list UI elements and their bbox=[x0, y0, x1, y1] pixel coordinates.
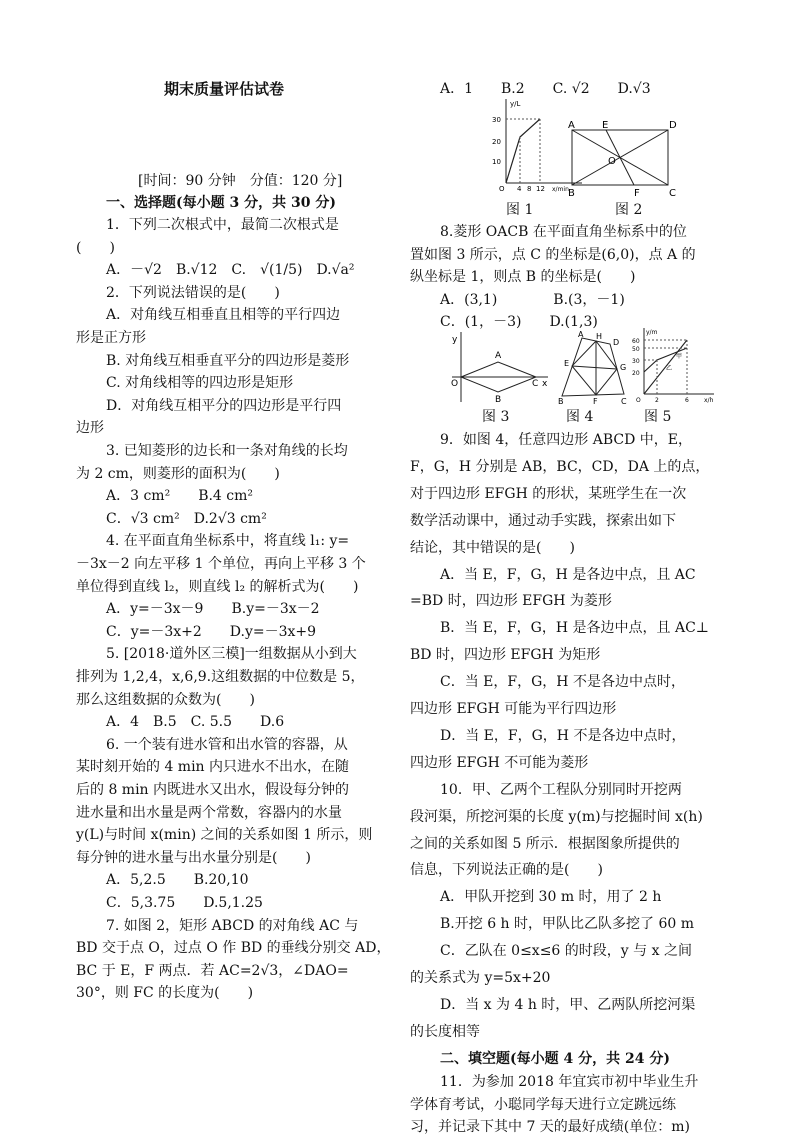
fig3-label: O bbox=[451, 379, 459, 389]
fig5-xtick: 2 bbox=[655, 397, 659, 404]
text-line: 5. [2018·道外区三模]一组数据从小到大 bbox=[106, 646, 357, 663]
fig4-label: A bbox=[578, 330, 584, 339]
text-line: B.开挖 6 h 时，甲队比乙队多挖了 60 m bbox=[440, 916, 695, 933]
text-line: 为 2 cm，则菱形的面积为( ) bbox=[76, 465, 280, 482]
fig3-label: x bbox=[542, 379, 548, 389]
caption-fig1: 图 1 bbox=[506, 202, 534, 218]
text-line: 边形 bbox=[76, 420, 104, 437]
text-line: 7. 如图 2，矩形 ABCD 的对角线 AC 与 bbox=[106, 917, 359, 934]
text-line: 1．下列二次根式中，最简二次根式是 bbox=[106, 217, 339, 233]
fig2-label: O bbox=[608, 156, 616, 167]
text-line: 对于四边形 EFGH 的形状，某班学生在一次 bbox=[410, 485, 687, 502]
fig1-xtick: 8 bbox=[527, 185, 532, 193]
text-line: 3. 已知菱形的边长和一条对角线的长均 bbox=[106, 443, 348, 459]
fig2-label: E bbox=[602, 120, 609, 131]
text-line: C．5,3.75 D.5,1.25 bbox=[106, 895, 263, 911]
fig4-label: G bbox=[620, 363, 627, 372]
text-line: A．甲队开挖到 30 m 时，用了 2 h bbox=[440, 889, 662, 906]
fig4-label: F bbox=[593, 397, 598, 404]
text-line: A．－√2 B.√12 C. √(1/5) D.√a² bbox=[106, 262, 355, 279]
text-line: 的关系式为 y=5x+20 bbox=[410, 970, 551, 986]
text-line: 习，并记录下其中 7 天的最好成绩(单位：m) bbox=[410, 1119, 691, 1136]
fig2-label: A bbox=[568, 120, 575, 131]
text-line: D．当 E，F，G，H 不是各边中点时， bbox=[440, 727, 686, 744]
caption-fig2: 图 2 bbox=[615, 202, 643, 218]
text-line: A．y=－3x－9 B.y=－3x－2 bbox=[106, 601, 320, 618]
text-line: 进水量和出水量是两个常数，容器内的水量 bbox=[76, 804, 342, 821]
text-line: ( ) bbox=[76, 239, 115, 256]
fig3-label: B bbox=[495, 395, 502, 404]
text-line: 那么这组数据的众数为( ) bbox=[76, 691, 255, 708]
text-line: BD 交于点 O，过点 O 作 BD 的垂线分别交 AD， bbox=[76, 940, 391, 957]
text-line: 30°，则 FC 的长度为( ) bbox=[76, 985, 254, 1002]
text-line: C. 对角线相等的四边形是矩形 bbox=[106, 375, 294, 392]
page-title: 期末质量评估试卷 bbox=[164, 80, 285, 98]
text-line: F，G，H 分别是 AB，BC，CD，DA 上的点， bbox=[410, 458, 710, 475]
fig3-label: y bbox=[452, 335, 458, 345]
text-line: C．当 E，F，G，H 不是各边中点时， bbox=[440, 674, 685, 691]
fig3-label: C bbox=[532, 379, 539, 389]
text-line: 11．为参加 2018 年宜宾市初中毕业生升 bbox=[440, 1074, 699, 1090]
caption-fig4: 图 4 bbox=[566, 409, 594, 425]
caption-fig5: 图 5 bbox=[644, 409, 672, 425]
fig1-ytick: 20 bbox=[492, 138, 501, 146]
text-line: A．3 cm² B.4 cm² bbox=[106, 488, 254, 505]
text-line: 单位得到直线 l₂，则直线 l₂ 的解析式为( ) bbox=[76, 578, 359, 595]
fig5-ytick: 30 bbox=[632, 358, 640, 365]
fig1-xlabel: x/min bbox=[552, 186, 569, 193]
fig5-ytick: 60 bbox=[632, 338, 640, 345]
text-line: 10．甲、乙两个工程队分别同时开挖两 bbox=[440, 781, 682, 798]
fig1-ytick: 30 bbox=[492, 116, 501, 124]
text-line: 每分钟的进水量与出水量分别是( ) bbox=[76, 849, 311, 866]
text-line: 纵坐标是 1，则点 B 的坐标是( ) bbox=[410, 269, 636, 286]
text-line: A．4 B.5 C. 5.5 D.6 bbox=[106, 714, 285, 731]
fig4-label: H bbox=[596, 332, 603, 341]
figure-5-graph bbox=[632, 326, 718, 404]
fig5-ytick: 20 bbox=[632, 370, 640, 377]
fig5-ylabel: y/m bbox=[646, 329, 658, 336]
text-line: 后的 8 min 内既进水又出水，假设每分钟的 bbox=[76, 782, 350, 798]
section-2-heading: 二、填空题(每小题 4 分，共 24 分) bbox=[440, 1051, 670, 1067]
figure-3-rhombus bbox=[448, 330, 550, 404]
text-line: 之间的关系如图 5 所示．根据图象所提供的 bbox=[410, 835, 680, 852]
fig1-ylabel: y/L bbox=[510, 100, 521, 108]
text-line: BD 时，四边形 EFGH 为矩形 bbox=[410, 647, 601, 664]
text-line: 的长度相等 bbox=[410, 1023, 480, 1040]
text-line: －3x－2 向左平移 1 个单位，再向上平移 3 个 bbox=[76, 556, 366, 572]
text-line: 置如图 3 所示，点 C 的坐标是(6,0)，点 A 的 bbox=[410, 246, 696, 263]
fig2-label: B bbox=[568, 188, 575, 198]
text-line: B．当 E，F，G，H 是各边中点，且 AC⊥ bbox=[440, 620, 709, 637]
text-line: 四边形 EFGH 不可能为菱形 bbox=[410, 754, 589, 771]
fig5-ytick: 50 bbox=[632, 346, 640, 353]
figure-4-quadrilateral bbox=[558, 328, 628, 404]
exam-meta: [时间：90 分钟 分值：120 分] bbox=[138, 173, 343, 189]
fig1-xtick: O bbox=[499, 185, 505, 193]
text-line: 信息，下列说法正确的是( ) bbox=[410, 862, 603, 879]
text-line: 结论，其中错误的是( ) bbox=[410, 539, 575, 556]
text-line: 8.菱形 OACB 在平面直角坐标系中的位 bbox=[440, 224, 687, 240]
text-line: A．(3,1) B.(3，－1) bbox=[440, 291, 625, 308]
caption-fig3: 图 3 bbox=[482, 409, 510, 425]
fig1-ytick: 10 bbox=[492, 158, 501, 166]
text-line: 2．下列说法错误的是( ) bbox=[106, 284, 280, 301]
fig5-xlabel: x/h bbox=[704, 397, 714, 404]
section-1-heading: 一、选择题(每小题 3 分，共 30 分) bbox=[106, 195, 336, 211]
text-line: 四边形 EFGH 可能为平行四边形 bbox=[410, 701, 617, 717]
fig5-series-label: 乙 bbox=[666, 365, 673, 372]
text-line: 某时刻开始的 4 min 内只进水不出水，在随 bbox=[76, 759, 350, 776]
text-line: 6. 一个装有进水管和出水管的容器，从 bbox=[106, 736, 348, 753]
fig4-label: B bbox=[558, 397, 564, 404]
figure-2-rectangle bbox=[568, 120, 680, 198]
text-line: 4. 在平面直角坐标系中，将直线 l₁: y= bbox=[106, 533, 350, 550]
text-line: B. 对角线互相垂直平分的四边形是菱形 bbox=[106, 352, 350, 369]
text-line: C．乙队在 0≤x≤6 的时段，y 与 x 之间 bbox=[440, 943, 692, 960]
text-line: C．(1，－3) D.(1,3) bbox=[440, 314, 598, 331]
fig4-label: D bbox=[613, 338, 620, 347]
text-line: A．5,2.5 B.20,10 bbox=[106, 872, 249, 889]
q7-options: A．1 B.2 C. √2 D.√3 bbox=[440, 81, 651, 97]
fig4-label: E bbox=[564, 359, 570, 368]
text-line: =BD 时，四边形 EFGH 为菱形 bbox=[410, 593, 612, 610]
text-line: 9．如图 4，任意四边形 ABCD 中，E， bbox=[440, 432, 692, 448]
fig2-label: F bbox=[634, 188, 640, 198]
fig1-xtick: 12 bbox=[536, 185, 545, 193]
fig4-label: C bbox=[621, 397, 627, 404]
fig5-origin: O bbox=[636, 397, 641, 404]
text-line: A．对角线互相垂直且相等的平行四边 bbox=[106, 307, 341, 324]
fig5-series-label: 甲 bbox=[676, 353, 683, 360]
fig5-xtick: 6 bbox=[685, 397, 689, 404]
text-line: BC 于 E，F 两点．若 AC=2√3，∠DAO= bbox=[76, 962, 349, 979]
text-line: C．y=－3x+2 D.y=－3x+9 bbox=[106, 623, 317, 640]
text-line: D．当 x 为 4 h 时，甲、乙两队所挖河渠 bbox=[440, 996, 696, 1013]
text-line: y(L)与时间 x(min) 之间的关系如图 1 所示，则 bbox=[76, 827, 373, 844]
fig2-label: C bbox=[669, 188, 676, 198]
text-line: 排列为 1,2,4，x,6,9.这组数据的中位数是 5， bbox=[76, 669, 365, 685]
text-line: C．√3 cm² D.2√3 cm² bbox=[106, 510, 267, 527]
fig2-label: D bbox=[669, 120, 677, 131]
text-line: D．对角线互相平分的四边形是平行四 bbox=[106, 397, 342, 414]
text-line: 形是正方形 bbox=[76, 330, 146, 346]
text-line: 学体育考试，小聪同学每天进行立定跳远练 bbox=[410, 1096, 676, 1113]
fig1-xtick: 4 bbox=[517, 185, 522, 193]
text-line: A．当 E，F，G，H 是各边中点，且 AC bbox=[440, 566, 696, 583]
text-line: 段河渠，所挖河渠的长度 y(m)与挖掘时间 x(h) bbox=[410, 808, 703, 825]
text-line: 数学活动课中，通过动手实践，探索出如下 bbox=[410, 512, 676, 529]
fig3-label: A bbox=[495, 351, 502, 361]
